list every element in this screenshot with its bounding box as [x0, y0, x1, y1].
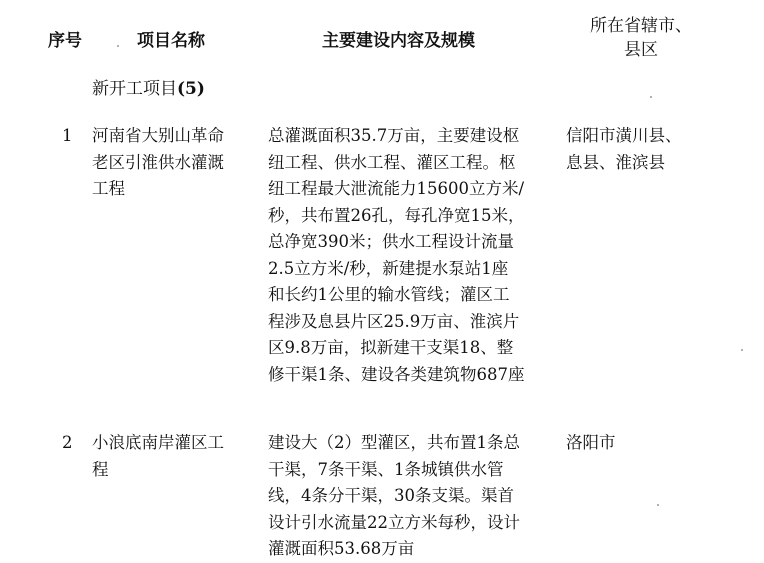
header-project-name: 项目名称 — [137, 31, 205, 51]
row-1-content-line: 和长约1公里的输水管线；灌区工 — [268, 285, 510, 304]
row-1-number: 1 — [62, 126, 73, 145]
row-1-region — [566, 123, 756, 176]
row-1-name-line: 河南省大别山革命 — [92, 126, 224, 145]
row-2-content-line: 线，4条分干渠，30条支渠。渠首 — [268, 486, 514, 505]
row-2-content-line: 干渠，7条干渠、1条城镇供水管 — [268, 459, 504, 479]
section-label: 新开工项目 — [92, 79, 177, 99]
row-1-content-line: 修干渠1条、建设各类建筑物687座 — [268, 364, 525, 384]
row-1-content-line: 区9.8万亩，拟新建干支渠18、整 — [268, 338, 514, 357]
row-1-content — [268, 123, 560, 388]
scan-speck — [650, 96, 652, 98]
row-2-content-line: 设计引水流量22立方米每秒，设计 — [268, 512, 520, 532]
row-2-name-line: 小浪底南岸灌区工 — [92, 433, 224, 452]
header-construction-content: 主要建设内容及规模 — [322, 31, 475, 51]
section-count: (5) — [177, 79, 205, 99]
row-2-name-line: 程 — [92, 459, 109, 479]
row-2-content-line: 建设大（2）型灌区，共布置1条总 — [268, 433, 520, 452]
row-1-content-line: 2.5立方米/秒，新建提水泵站1座 — [268, 258, 509, 278]
header-region-line-1: 所在省辖市、 — [590, 16, 692, 36]
scan-speck — [741, 349, 743, 351]
row-2-content-line: 灌溉面积53.68万亩 — [268, 539, 415, 558]
header-region — [566, 14, 716, 62]
header-region-line-2: 县区 — [624, 40, 658, 60]
row-1-content-line: 程涉及息县片区25.9万亩、淮滨片 — [268, 311, 520, 331]
row-2-number: 2 — [62, 433, 73, 452]
row-2-region — [566, 430, 756, 457]
scan-speck — [657, 504, 659, 506]
row-1-content-line: 秒，共布置26孔，每孔净宽15米， — [268, 205, 525, 225]
scan-speck — [117, 45, 119, 47]
row-1-content-line: 总灌溉面积35.7万亩，主要建设枢 — [268, 126, 520, 145]
row-1-project-name — [92, 123, 262, 203]
row-1-region-line: 信阳市潢川县、 — [566, 126, 682, 145]
row-1-content-line: 纽工程最大泄流能力15600立方米/ — [268, 179, 525, 198]
row-1-name-line: 老区引淮供水灌溉 — [92, 152, 224, 172]
row-1-region-line: 息县、淮滨县 — [566, 152, 665, 172]
row-1-content-line: 总净宽390米；供水工程设计流量 — [268, 232, 514, 251]
section-title — [92, 76, 205, 102]
header-serial-number: 序号 — [48, 31, 82, 51]
row-1-name-line: 工程 — [92, 179, 125, 198]
row-2-content — [268, 430, 560, 563]
row-1-content-line: 纽工程、供水工程、灌区工程。枢 — [268, 152, 516, 172]
row-2-region-line: 洛阳市 — [566, 433, 616, 452]
row-2-project-name — [92, 430, 262, 483]
